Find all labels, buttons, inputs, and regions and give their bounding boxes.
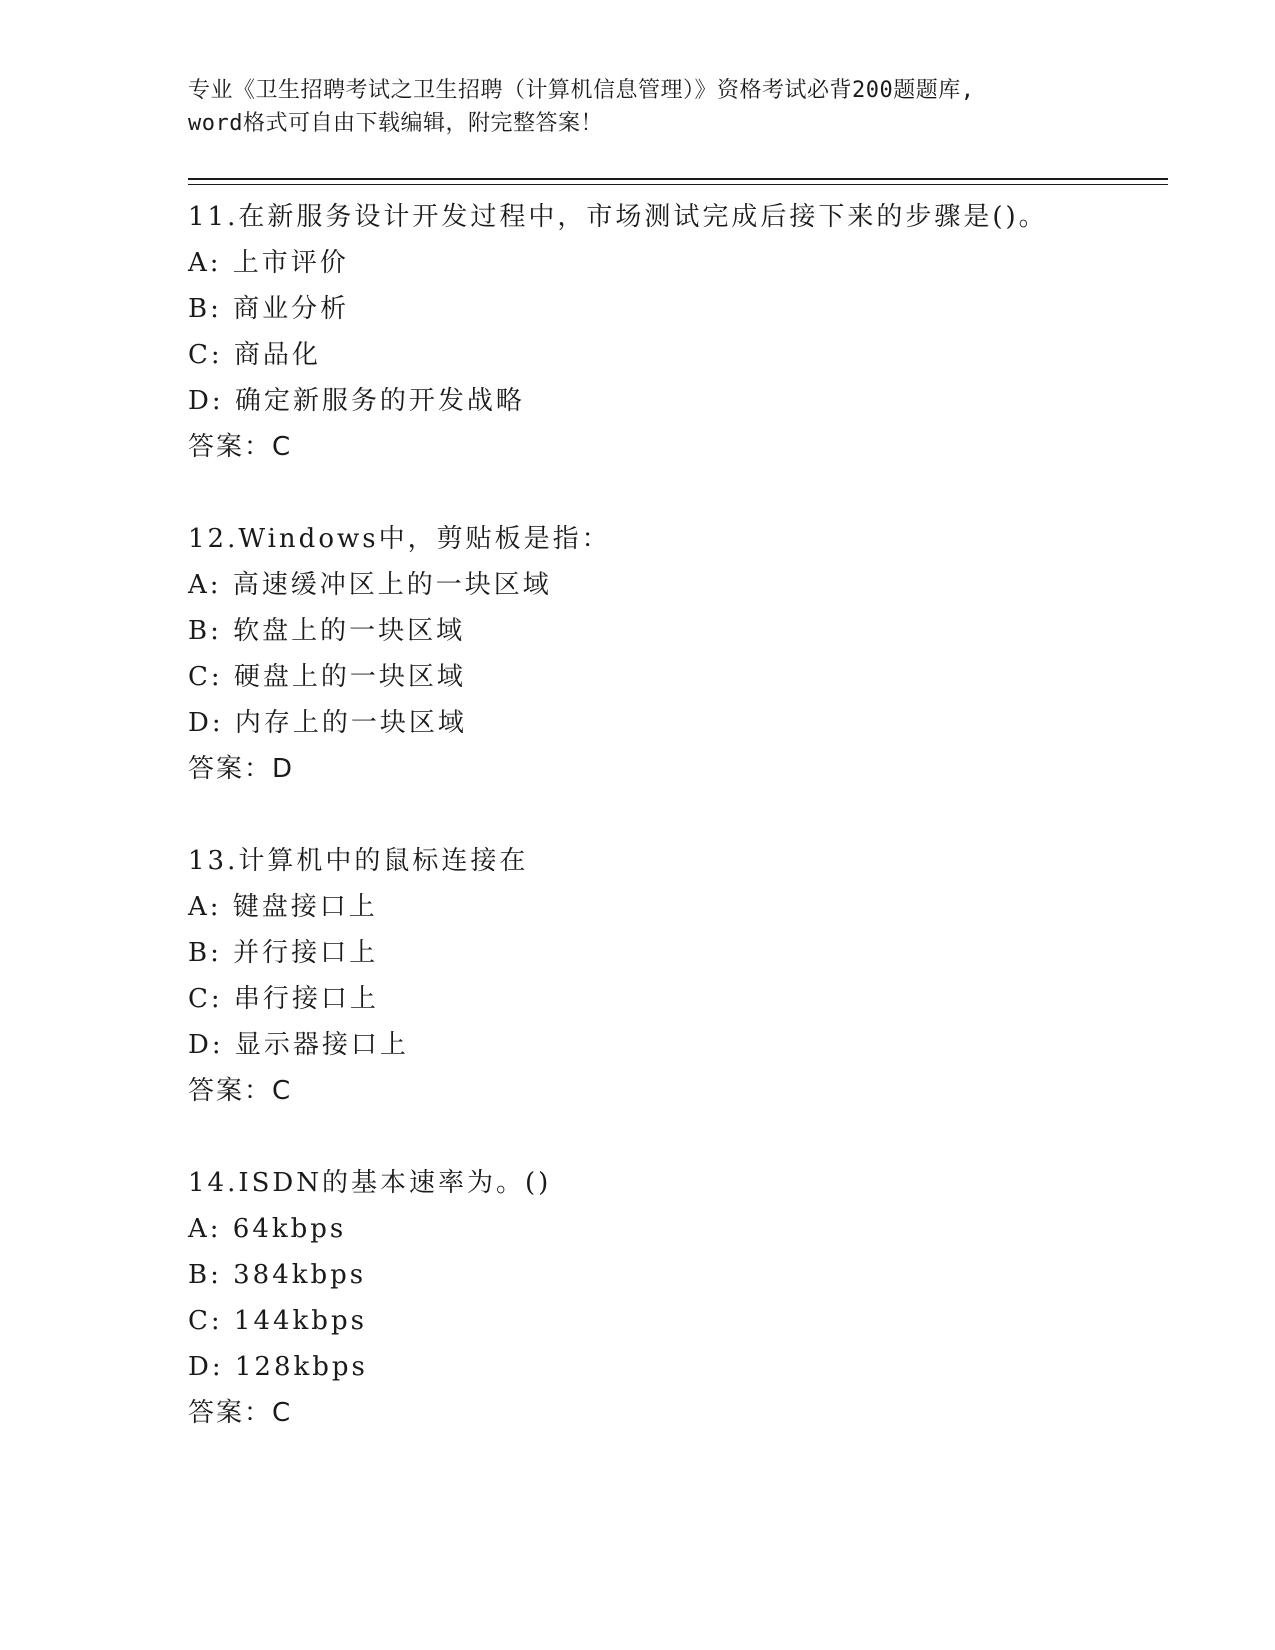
option-d: D: 内存上的一块区域 xyxy=(188,708,467,738)
answer: 答案：C xyxy=(188,1398,293,1428)
option-b: B: 软盘上的一块区域 xyxy=(188,616,466,646)
question-stem: 12.Windows中，剪贴板是指： xyxy=(188,524,611,554)
question-stem: 11.在新服务设计开发过程中，市场测试完成后接下来的步骤是()。 xyxy=(188,202,1048,232)
option-b: B: 商业分析 xyxy=(188,294,350,324)
question-stem: 13.计算机中的鼠标连接在 xyxy=(188,846,529,876)
header-line-2: word格式可自由下载编辑，附完整答案！ xyxy=(188,111,603,136)
header-divider-thin xyxy=(188,184,1168,185)
answer: 答案：C xyxy=(188,432,293,462)
option-c: C: 144kbps xyxy=(188,1306,367,1336)
header-divider-thick xyxy=(188,178,1168,180)
option-b: B: 并行接口上 xyxy=(188,938,379,968)
question-list xyxy=(188,194,1168,1482)
option-d: D: 显示器接口上 xyxy=(188,1030,409,1060)
option-c: C: 串行接口上 xyxy=(188,984,379,1014)
option-a: A: 64kbps xyxy=(188,1214,347,1244)
option-d: D: 128kbps xyxy=(188,1352,368,1382)
option-b: B: 384kbps xyxy=(188,1260,367,1290)
header-line-1: 专业《卫生招聘考试之卫生招聘（计算机信息管理）》资格考试必背200题题库, xyxy=(188,78,975,103)
answer: 答案：D xyxy=(188,754,295,784)
question-14 xyxy=(188,1160,1168,1436)
option-a: A: 高速缓冲区上的一块区域 xyxy=(188,570,552,600)
option-d: D: 确定新服务的开发战略 xyxy=(188,386,525,416)
document-header xyxy=(188,74,1168,140)
option-a: A: 上市评价 xyxy=(188,248,349,278)
option-c: C: 商品化 xyxy=(188,340,321,370)
option-a: A: 键盘接口上 xyxy=(188,892,378,922)
question-13 xyxy=(188,838,1168,1114)
question-stem: 14.ISDN的基本速率为。() xyxy=(188,1168,552,1198)
option-c: C: 硬盘上的一块区域 xyxy=(188,662,466,692)
question-11 xyxy=(188,194,1168,470)
answer: 答案：C xyxy=(188,1076,293,1106)
question-12 xyxy=(188,516,1168,792)
